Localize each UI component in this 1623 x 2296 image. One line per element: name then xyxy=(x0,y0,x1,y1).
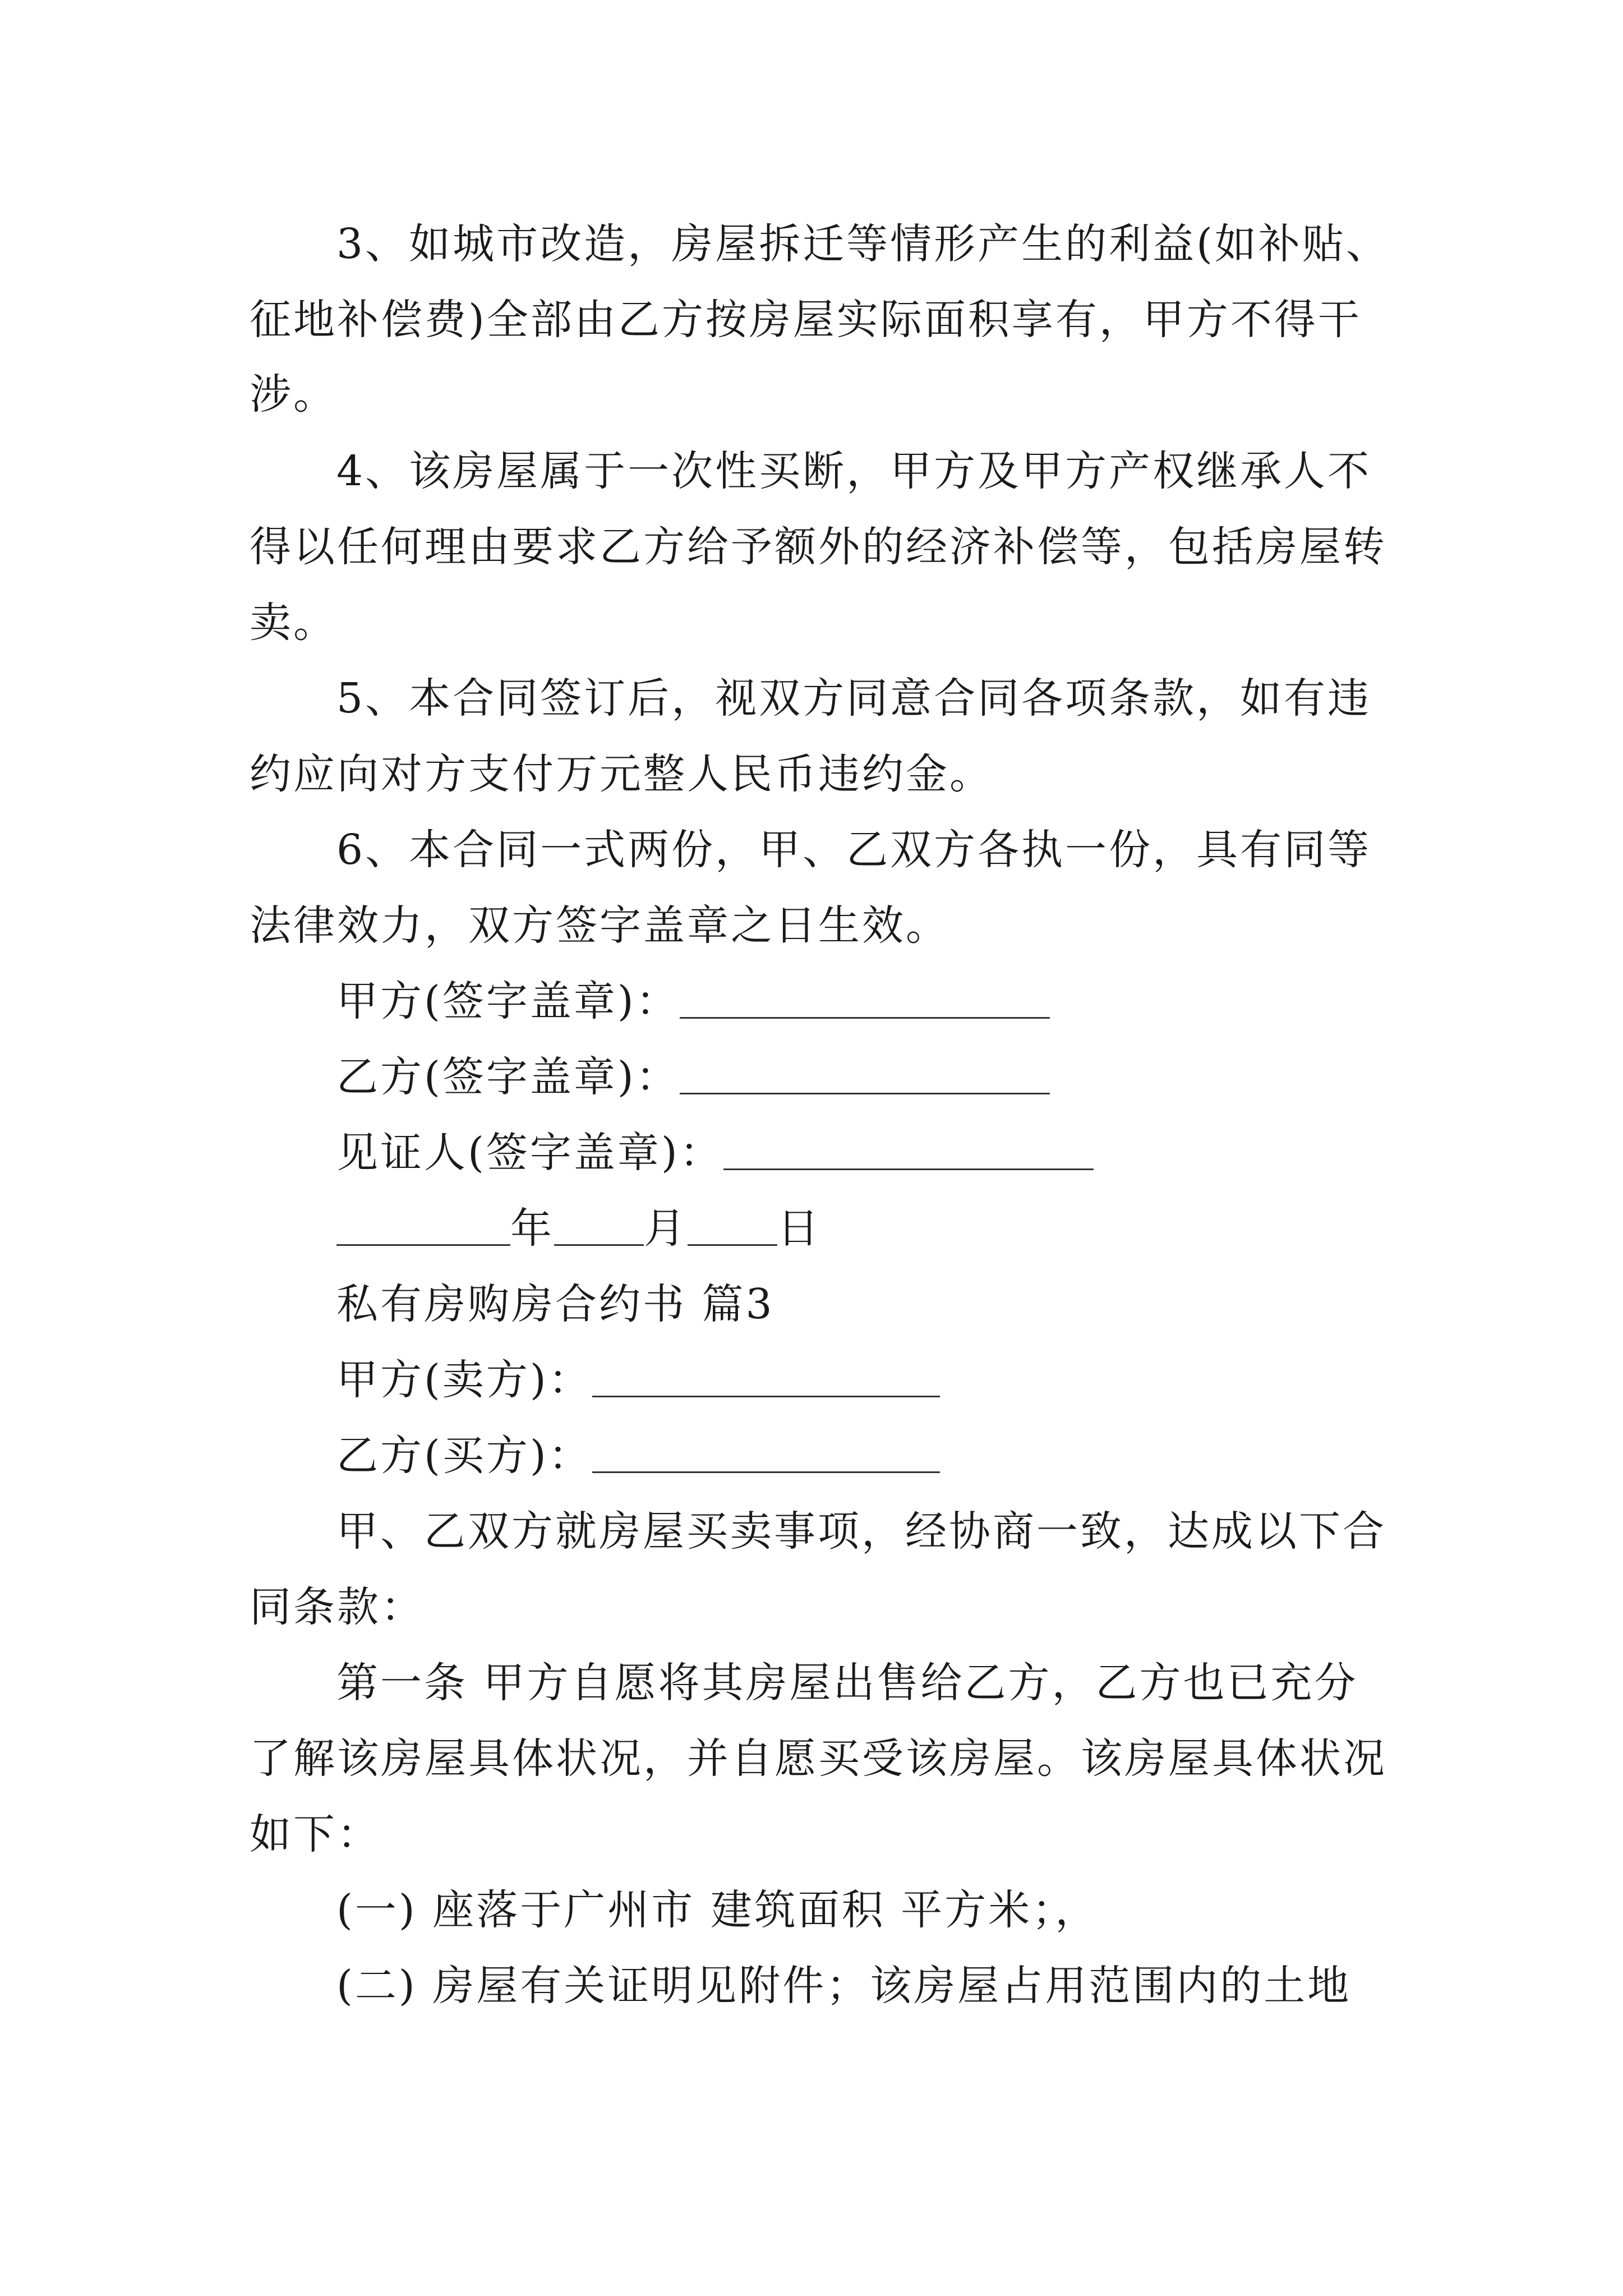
month-blank[interactable] xyxy=(554,1244,644,1246)
seller-row xyxy=(0,1346,1623,1414)
section-title: 私有房购房合约书 篇3 xyxy=(336,1280,774,1328)
witness-signature-row xyxy=(0,1119,1623,1186)
clause-6-line-1: 6、本合同一式两份，甲、乙双方各执一份，具有同等 xyxy=(336,826,1372,874)
clause-5-line-1: 5、本合同签订后，视双方同意合同各项条款，如有违 xyxy=(336,674,1372,723)
party-a-signature-row xyxy=(0,968,1623,1035)
party-b-signature-label: 乙方(签字盖章)： xyxy=(336,1053,680,1101)
party-b-signature-row xyxy=(0,1043,1623,1111)
item-1: (一) 座落于广州市 建筑面积 平方米；， xyxy=(336,1886,1099,1934)
clause-3-line-1: 3、如城市改造，房屋拆迁等情形产生的利益(如补贴、 xyxy=(336,220,1390,268)
intro-line-2: 同条款： xyxy=(250,1583,425,1631)
intro-line-1: 甲、乙双方就房屋买卖事项，经协商一致，达成以下合 xyxy=(336,1507,1386,1556)
witness-signature-blank[interactable] xyxy=(723,1168,1094,1170)
party-a-signature-label: 甲方(签字盖章)： xyxy=(336,977,680,1025)
date-row xyxy=(0,1195,1623,1262)
month-label: 月 xyxy=(644,1204,688,1253)
party-a-signature-blank[interactable] xyxy=(680,1016,1050,1019)
clause-6-line-2: 法律效力，双方签字盖章之日生效。 xyxy=(250,901,949,950)
clause-3-line-3: 涉。 xyxy=(250,370,337,418)
clause-4-line-1: 4、该房屋属于一次性买断，甲方及甲方产权继承人不 xyxy=(336,447,1372,495)
clause-4-line-2: 得以任何理由要求乙方给予额外的经济补偿等，包括房屋转 xyxy=(250,523,1387,571)
clause-3-line-2: 征地补偿费)全部由乙方按房屋实际面积享有，甲方不得干 xyxy=(250,296,1362,344)
buyer-label: 乙方(买方)： xyxy=(336,1432,592,1480)
day-blank[interactable] xyxy=(688,1244,777,1246)
article-1-line-1: 第一条 甲方自愿将其房屋出售给乙方，乙方也已充分 xyxy=(336,1659,1358,1707)
item-2: (二) 房屋有关证明见附件；该房屋占用范围内的土地 xyxy=(336,1962,1352,2010)
buyer-row xyxy=(0,1422,1623,1489)
clause-5-line-2: 约应向对方支付万元整人民币违约金。 xyxy=(250,750,993,798)
seller-label: 甲方(卖方)： xyxy=(336,1356,592,1404)
party-b-signature-blank[interactable] xyxy=(680,1092,1050,1094)
clause-4-line-3: 卖。 xyxy=(250,599,337,647)
buyer-blank[interactable] xyxy=(592,1471,940,1473)
year-blank[interactable] xyxy=(336,1244,510,1246)
witness-signature-label: 见证人(签字盖章)： xyxy=(336,1129,723,1177)
seller-blank[interactable] xyxy=(592,1395,940,1397)
article-1-line-3: 如下： xyxy=(250,1810,381,1858)
day-label: 日 xyxy=(777,1204,821,1253)
article-1-line-2: 了解该房屋具体状况，并自愿买受该房屋。该房屋具体状况 xyxy=(250,1734,1387,1783)
year-label: 年 xyxy=(510,1204,554,1253)
